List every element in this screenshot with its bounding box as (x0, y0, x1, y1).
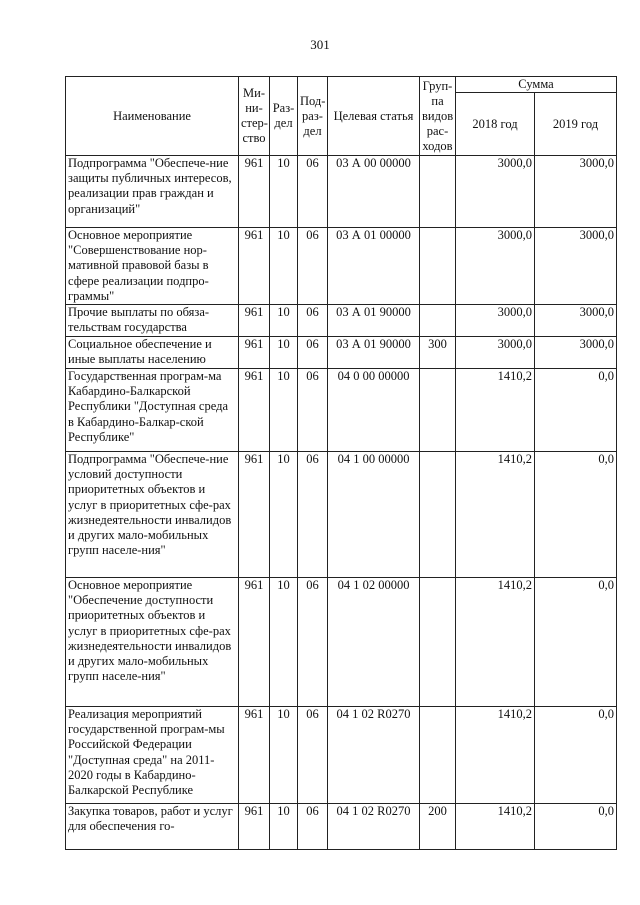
row-amount-2019: 3000,0 (535, 305, 617, 337)
row-ministry: 961 (239, 337, 270, 369)
row-ministry: 961 (239, 156, 270, 228)
row-target: 04 1 00 00000 (328, 452, 420, 578)
budget-table (65, 76, 617, 850)
row-group (420, 578, 456, 707)
header-section: Раз- дел (270, 77, 298, 156)
row-group: 300 (420, 337, 456, 369)
header-year-2019: 2019 год (535, 93, 617, 156)
row-group (420, 156, 456, 228)
row-name: Подпрограмма "Обеспече-ние условий доступности приоритетных объектов и услуг в приоритетных сфе-рах жизнедеятельности инвалидов и других мало-мобильных групп населе-ния" (66, 452, 239, 578)
row-group (420, 305, 456, 337)
row-amount-2019: 0,0 (535, 707, 617, 804)
row-section: 10 (270, 156, 298, 228)
row-ministry: 961 (239, 452, 270, 578)
header-ministry: Ми- ни- стер- ство (239, 77, 270, 156)
row-name: Закупка товаров, работ и услуг для обеспечения го- (66, 804, 239, 850)
row-amount-2019: 0,0 (535, 369, 617, 452)
row-target: 04 1 02 R0270 (328, 707, 420, 804)
row-amount-2019: 3000,0 (535, 228, 617, 305)
row-amount-2018: 1410,2 (456, 804, 535, 850)
row-group: 200 (420, 804, 456, 850)
row-amount-2018: 3000,0 (456, 305, 535, 337)
row-amount-2019: 3000,0 (535, 156, 617, 228)
row-section: 10 (270, 228, 298, 305)
row-ministry: 961 (239, 578, 270, 707)
row-subsection: 06 (298, 337, 328, 369)
row-amount-2018: 1410,2 (456, 578, 535, 707)
row-section: 10 (270, 804, 298, 850)
table-row (66, 804, 617, 850)
row-amount-2018: 3000,0 (456, 156, 535, 228)
row-target: 04 0 00 00000 (328, 369, 420, 452)
row-section: 10 (270, 305, 298, 337)
row-amount-2019: 3000,0 (535, 337, 617, 369)
row-ministry: 961 (239, 707, 270, 804)
header-sum: Сумма (456, 77, 617, 93)
row-name: Прочие выплаты по обяза-тельствам государства (66, 305, 239, 337)
row-subsection: 06 (298, 804, 328, 850)
row-group (420, 707, 456, 804)
row-group (420, 452, 456, 578)
row-amount-2019: 0,0 (535, 578, 617, 707)
row-ministry: 961 (239, 369, 270, 452)
row-target: 04 1 02 R0270 (328, 804, 420, 850)
row-group (420, 228, 456, 305)
table-row (66, 369, 617, 452)
row-target: 04 1 02 00000 (328, 578, 420, 707)
row-subsection: 06 (298, 228, 328, 305)
table-row (66, 578, 617, 707)
row-section: 10 (270, 452, 298, 578)
row-subsection: 06 (298, 578, 328, 707)
row-amount-2018: 1410,2 (456, 707, 535, 804)
page-number: 301 (310, 37, 330, 52)
row-target: 03 А 01 00000 (328, 228, 420, 305)
header-name: Наименование (66, 77, 239, 156)
row-amount-2018: 1410,2 (456, 452, 535, 578)
table-row (66, 337, 617, 369)
row-ministry: 961 (239, 305, 270, 337)
row-amount-2018: 1410,2 (456, 369, 535, 452)
row-amount-2019: 0,0 (535, 804, 617, 850)
row-amount-2018: 3000,0 (456, 228, 535, 305)
row-subsection: 06 (298, 452, 328, 578)
row-name: Государственная програм-ма Кабардино-Балкарской Республики "Доступная среда в Кабардино-Балкар-ской Республике" (66, 369, 239, 452)
row-section: 10 (270, 707, 298, 804)
row-subsection: 06 (298, 369, 328, 452)
row-amount-2019: 0,0 (535, 452, 617, 578)
header-year-2018: 2018 год (456, 93, 535, 156)
table-row (66, 228, 617, 305)
row-subsection: 06 (298, 707, 328, 804)
row-section: 10 (270, 337, 298, 369)
table-row (66, 707, 617, 804)
row-name: Основное мероприятие "Обеспечение доступности приоритетных объектов и услуг в приоритетных сфе-рах жизнедеятельности инвалидов и других мало-мобильных групп населе-ния" (66, 578, 239, 707)
header-subsection: Под- раз- дел (298, 77, 328, 156)
row-name: Социальное обеспечение и иные выплаты населению (66, 337, 239, 369)
row-target: 03 А 01 90000 (328, 305, 420, 337)
row-ministry: 961 (239, 804, 270, 850)
row-target: 03 А 00 00000 (328, 156, 420, 228)
header-group: Груп- па видов рас- ходов (420, 77, 456, 156)
row-name: Подпрограмма "Обеспече-ние защиты публичных интересов, реализации прав граждан и организаций" (66, 156, 239, 228)
row-name: Реализация мероприятий государственной програм-мы Российской Федерации "Доступная среда" на 2011-2020 годы в Кабардино-Балкарской Республике (66, 707, 239, 804)
row-subsection: 06 (298, 156, 328, 228)
row-section: 10 (270, 578, 298, 707)
row-section: 10 (270, 369, 298, 452)
row-target: 03 А 01 90000 (328, 337, 420, 369)
row-name: Основное мероприятие "Совершенствование нор-мативной правовой базы в сфере реализации подпро-граммы" (66, 228, 239, 305)
table-row (66, 452, 617, 578)
header-target: Целевая статья (328, 77, 420, 156)
row-ministry: 961 (239, 228, 270, 305)
row-amount-2018: 3000,0 (456, 337, 535, 369)
row-group (420, 369, 456, 452)
row-subsection: 06 (298, 305, 328, 337)
table-row (66, 305, 617, 337)
table-row (66, 156, 617, 228)
